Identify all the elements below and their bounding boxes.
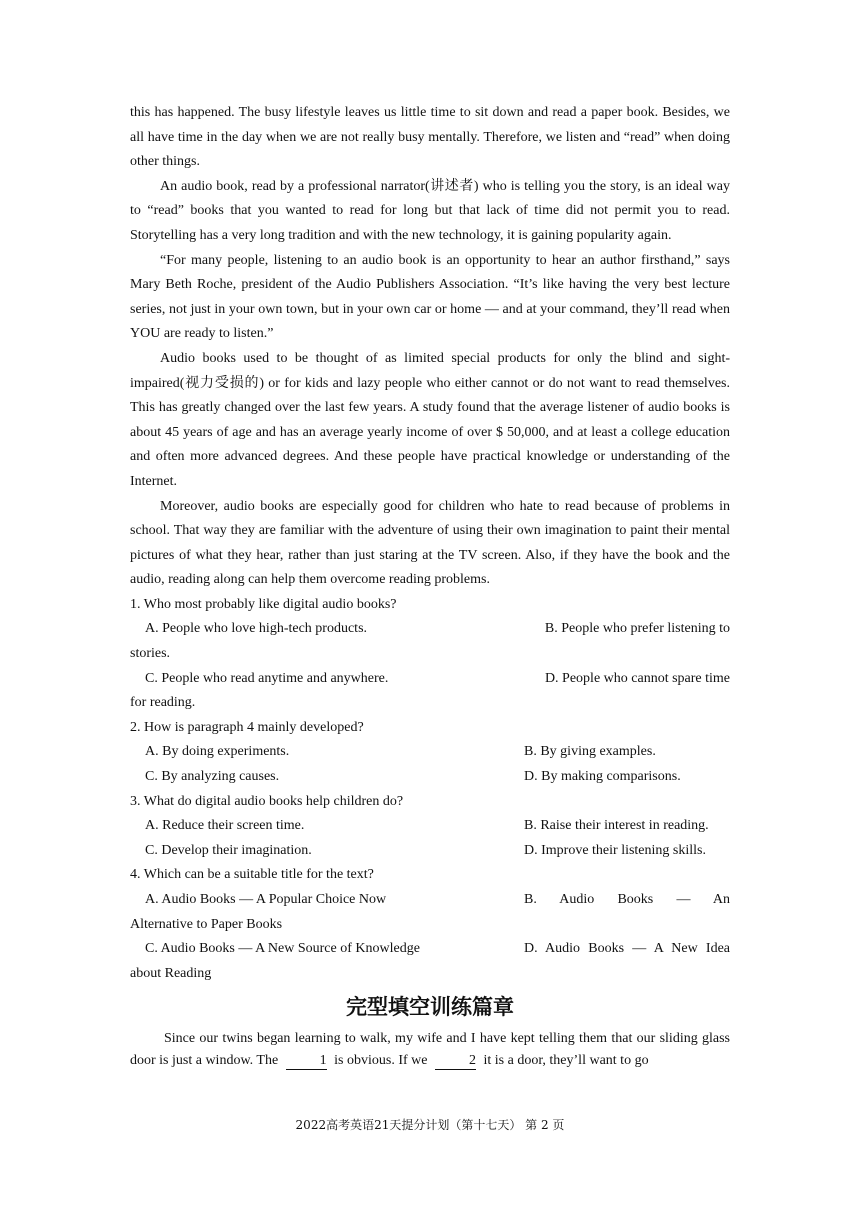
cloze-blank-1: 1 xyxy=(286,1053,327,1070)
option-c: C. By analyzing causes. xyxy=(145,769,280,785)
question-stem: 3. What do digital audio books help children do? xyxy=(130,793,404,809)
option-c: C. Develop their imagination. xyxy=(145,842,312,858)
option-row xyxy=(130,814,730,839)
option-b-continued: stories. xyxy=(130,646,171,662)
option-b: B. Audio Books — An xyxy=(524,892,730,907)
paragraph: this has happened. The busy lifestyle leaves us little time to sit down and read a paper book. Besides, we all have time in the day when we are not really busy mentally. Therefore, we listen and “read” when doing other things. xyxy=(130,105,730,170)
option-d-continued: for reading. xyxy=(130,695,196,711)
option-row xyxy=(130,765,730,790)
page-footer: 2022高考英语21天提分计划（第十七天） 第 2 页 xyxy=(295,1118,565,1132)
cloze-blank-2: 2 xyxy=(435,1053,476,1070)
cloze-text: it is a door, they’ll want to go xyxy=(483,1053,649,1069)
option-a: A. By doing experiments. xyxy=(145,744,290,760)
option-d: D. Improve their listening skills. xyxy=(524,842,706,858)
paragraph: Audio books used to be thought of as limited special products for only the blind and sight-impaired(视力受损的) or for kids and lazy people who either cannot or do not want to read themselves. This has greatly changed over the last few years. A study found that the average listener of audio books is about 45 years of age and has an average yearly income of over $ 50,000, and at least a college education and often more advanced degrees. And these people have practical knowledge or understanding of the Internet. xyxy=(130,350,730,489)
question-stem: 2. How is paragraph 4 mainly developed? xyxy=(130,719,364,735)
option-d-continued: about Reading xyxy=(130,965,212,981)
cloze-text: is obvious. If we xyxy=(334,1053,428,1069)
option-b-continued: Alternative to Paper Books xyxy=(130,916,283,932)
question-stem: 4. Which can be a suitable title for the text? xyxy=(130,867,374,883)
option-a: A. People who love high-tech products. xyxy=(145,621,368,637)
option-c: C. Audio Books — A New Source of Knowledge xyxy=(145,941,420,957)
section-heading: 完型填空训练篇章 xyxy=(346,995,514,1020)
option-row xyxy=(130,740,730,765)
option-row xyxy=(130,617,730,642)
option-b: B. By giving examples. xyxy=(524,744,656,760)
paragraph: Moreover, audio books are especially good for children who hate to read because of problems in school. That way they are familiar with the adventure of using their own imagination to paint their mental pictures of what they hear, rather than just staring at the TV screen. Also, if they have the book and the audio, reading along can help them overcome reading problems. xyxy=(130,498,730,588)
document-page xyxy=(130,101,730,1072)
option-d: D. People who cannot spare time xyxy=(544,670,730,686)
option-d: D. By making comparisons. xyxy=(524,769,681,785)
option-row xyxy=(130,937,730,962)
paragraph: An audio book, read by a professional narrator(讲述者) who is telling you the story, is an ideal way to “read” books that you wanted to read for long but that lack of time did not permit you to read. Storytelling has a very long tradition and with the new technology, it is gaining popularity again. xyxy=(130,178,730,243)
option-b: B. People who prefer listening to xyxy=(544,621,730,637)
option-row xyxy=(130,839,730,864)
paragraph: “For many people, listening to an audio book is an opportunity to hear an author firsthand,” says Mary Beth Roche, president of the Audio Publishers Association. “It’s like having the very best lecture series, not just in your own town, but in your own car or home — and at your command, they’ll read when YOU are ready to listen.” xyxy=(130,252,730,342)
option-b: B. Raise their interest in reading. xyxy=(524,818,709,834)
cloze-paragraph xyxy=(130,1028,730,1072)
question-stem: 1. Who most probably like digital audio books? xyxy=(130,596,397,612)
option-c: C. People who read anytime and anywhere. xyxy=(145,670,389,686)
option-a: A. Audio Books — A Popular Choice Now xyxy=(145,892,387,907)
option-row xyxy=(130,667,730,692)
option-row xyxy=(130,888,730,913)
cloze-text: Since our twins began learning to walk, my wife and I have kept telling them that our sliding glass door is just a window. The xyxy=(130,1031,730,1069)
option-d: D. Audio Books — A New Idea xyxy=(524,941,730,957)
option-a: A. Reduce their screen time. xyxy=(145,818,305,834)
